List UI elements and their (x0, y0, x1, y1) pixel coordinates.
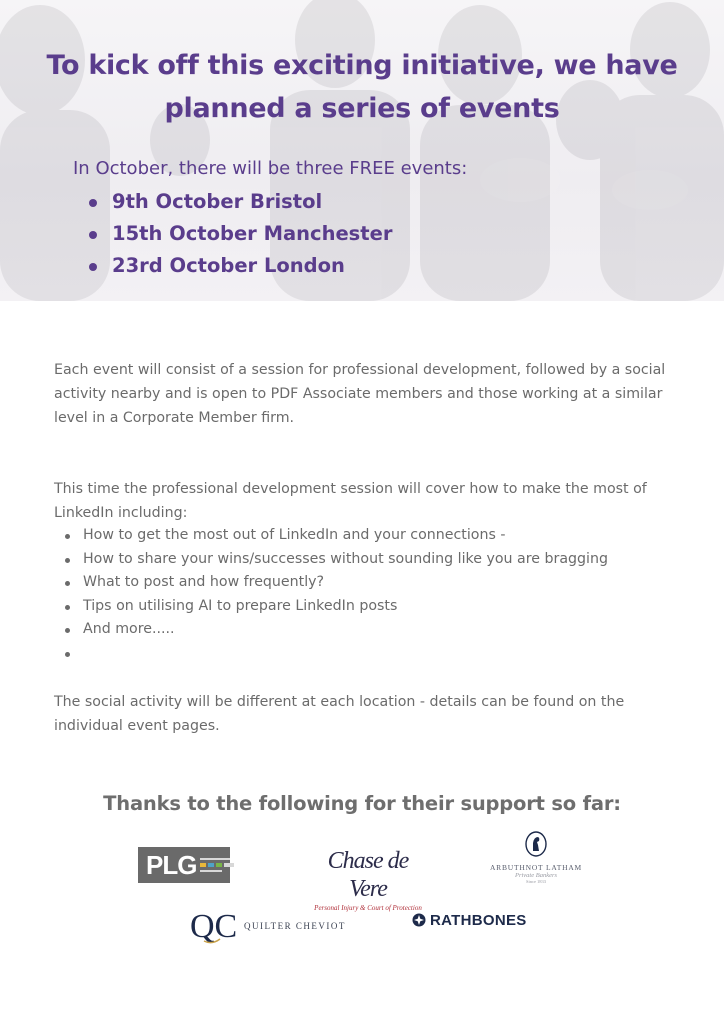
plg-wordmark: PLG (146, 849, 197, 880)
rathbones-logo (412, 909, 527, 931)
plg-logo (138, 847, 230, 883)
rathbones-wordmark: RATHBONES (430, 911, 527, 929)
social-activity-note: The social activity will be different at each location - details can be found on the individual event pages. (54, 694, 625, 734)
topic-item: What to post and how frequently? (64, 571, 608, 595)
hero-banner (0, 0, 724, 301)
session-description: This time the professional development session will cover how to make the most of LinkedIn including: (54, 481, 647, 521)
event-list (86, 186, 392, 282)
event-description: Each event will consist of a session for professional development, followed by a social activity nearby and is open to PDF Associate members and those working at a similar level in a Corporate Member firm. (54, 362, 666, 426)
arbuthnot-wordmark: ARBUTHNOT LATHAM (489, 863, 583, 872)
chase-de-vere-tagline: Personal Injury & Court of Protection (314, 904, 422, 912)
topic-item (64, 642, 608, 666)
topic-list (64, 524, 608, 666)
chase-de-vere-wordmark: Chase de Vere (327, 848, 409, 902)
hero-title: To kick off this exciting initiative, we have planned a series of events (46, 50, 678, 124)
events-intro: In October, there will be three FREE events: (73, 158, 468, 179)
topic-item: And more..... (64, 618, 608, 642)
rathbones-emblem-icon (412, 913, 426, 927)
quilter-cheviot-logo (190, 905, 350, 947)
topic-item: Tips on utilising AI to prepare LinkedIn posts (64, 595, 608, 619)
arbuthnot-latham-logo (488, 831, 584, 887)
sponsors-heading: Thanks to the following for their support so far: (103, 792, 621, 815)
qc-monogram-icon (190, 905, 238, 947)
topic-item: How to get the most out of LinkedIn and your connections - (64, 524, 608, 548)
quilter-cheviot-wordmark: QUILTER CHEVIOT (244, 921, 346, 931)
event-item: 9th October Bristol (86, 186, 392, 218)
qc-monogram: QC (190, 908, 238, 945)
chase-de-vere-logo (308, 847, 428, 912)
arbuthnot-established: Since 1833 (525, 879, 547, 884)
event-item: 15th October Manchester (86, 218, 392, 250)
event-item: 23rd October London (86, 250, 392, 282)
horse-crest-icon (525, 831, 547, 857)
topic-item: How to share your wins/successes without sounding like you are bragging (64, 548, 608, 572)
plg-logo-graphic (200, 858, 234, 872)
arbuthnot-subtitle: Private Bankers (514, 872, 558, 879)
